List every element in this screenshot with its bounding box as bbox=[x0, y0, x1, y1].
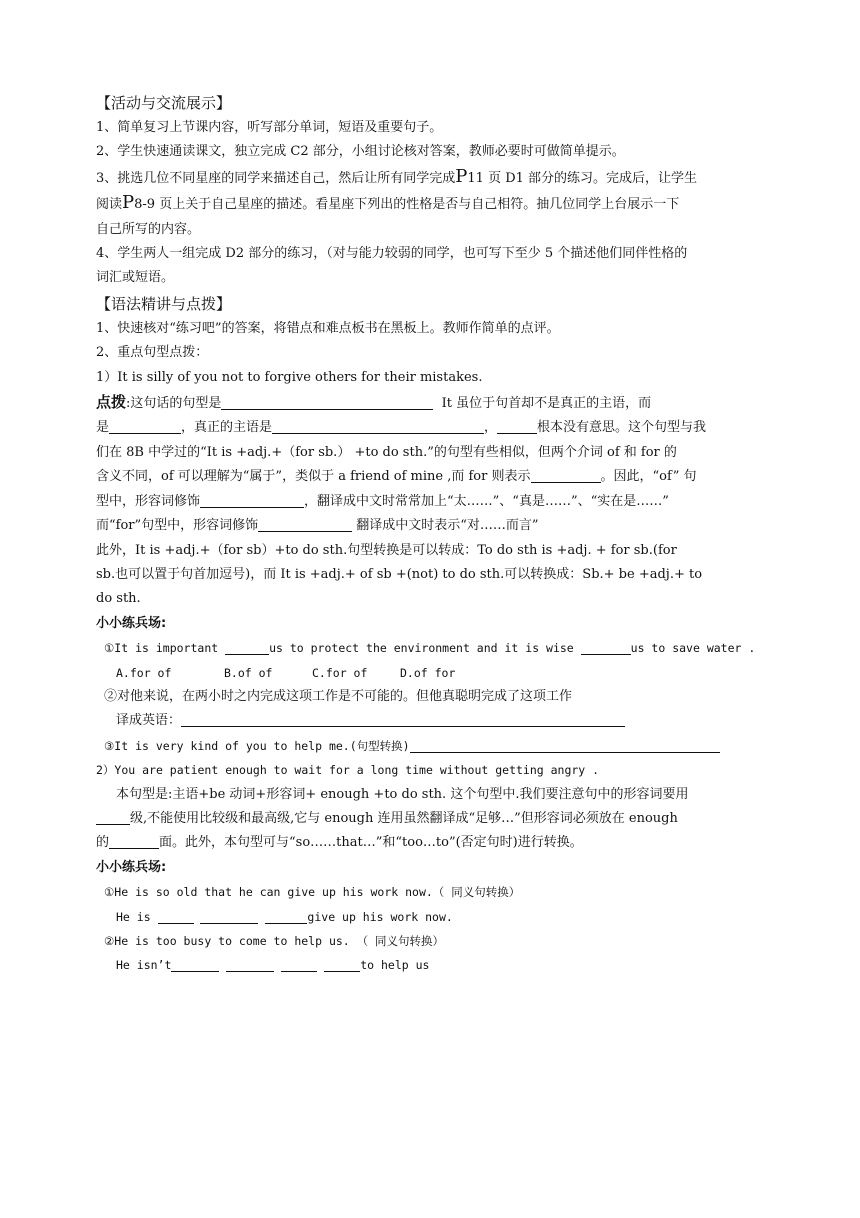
blank[interactable] bbox=[497, 419, 537, 434]
option-d[interactable]: D.of for bbox=[400, 665, 456, 680]
blank[interactable] bbox=[324, 957, 360, 972]
item-3: 3、挑选几位不同星座的同学来描述自己，然后让所有同学完成P11 页 D1 部分的练习。完成后，让学生 bbox=[96, 165, 698, 187]
blank[interactable] bbox=[200, 493, 304, 508]
blank[interactable] bbox=[109, 834, 159, 849]
blank[interactable] bbox=[158, 909, 194, 924]
drill-title: 小小练兵场: bbox=[96, 615, 167, 631]
answer-line[interactable] bbox=[410, 738, 720, 753]
item-4-end: 词汇或短语。 bbox=[96, 270, 175, 286]
blank[interactable] bbox=[281, 957, 317, 972]
item-4: 4、学生两人一组完成 D2 部分的练习，（对与能力较弱的同学，也可写下至少 5 个描述他们同伴性格的 bbox=[96, 246, 688, 262]
grammar-item-2: 2、重点句型点拨： bbox=[96, 345, 209, 361]
explanation-line-6: 而“for”句型中，形容词修饰 翻译成中文时表示“对……而言” bbox=[96, 518, 539, 534]
sentence-1: 1）It is silly of you not to forgive others for their mistakes. bbox=[96, 369, 483, 385]
question-1: ①It is important us to protect the environment and it is wise us to save water . bbox=[104, 641, 756, 656]
item-3-end: 自己所写的内容。 bbox=[96, 221, 201, 237]
enough-line-3: 的 面。此外，本句型可与“so……that…”和“too…to”(否定句时)进行转换。 bbox=[96, 835, 583, 851]
option-c[interactable]: C.for of bbox=[312, 665, 368, 680]
blank[interactable] bbox=[200, 909, 258, 924]
rewrite-2: ②He is too busy to come to help us. （ 同义句转换） bbox=[104, 934, 445, 948]
item-3-cont: 阅读P8-9 页上关于自己星座的描述。看星座下列出的性格是否与自己相符。抽几位同学上台展示一下 bbox=[96, 192, 680, 214]
question-2: ②对他来说，在两小时之内完成这项工作是不可能的。但他真聪明完成了这项工作 bbox=[104, 688, 573, 704]
explanation-line-4: 含义不同，of 可以理解为“属于”，类似于 a friend of mine ,而 for 则表示 。因此，“of” 句 bbox=[96, 469, 697, 485]
item-1: 1、简单复习上节课内容，听写部分单词，短语及重要句子。 bbox=[96, 120, 443, 135]
enough-line-2: 级,不能使用比较级和最高级,它与 enough 连用虽然翻译成“足够…”但形容词必须放在 enough bbox=[96, 807, 756, 831]
transform-line-2: sb.也可以置于句首加逗号)，而 It is +adj.+ of sb +(not) to do sth.可以转换成：Sb.+ be +adj.+ to bbox=[96, 566, 703, 582]
drill-title-2: 小小练兵场: bbox=[96, 859, 167, 875]
sentence-2: 2）You are patient enough to wait for a long time without getting angry . bbox=[96, 763, 600, 778]
option-b[interactable]: B.of of bbox=[224, 665, 273, 680]
question-1-options bbox=[96, 661, 756, 685]
blank[interactable] bbox=[531, 468, 601, 483]
blank[interactable] bbox=[581, 640, 631, 655]
rewrite-2-answer: He isn’t to help us bbox=[116, 958, 430, 973]
enough-line-1: 本句型是:主语+be 动词+形容词+ enough +to do sth. 这个句型中.我们要注意句中的形容词要用 bbox=[116, 786, 689, 802]
rewrite-1: ①He is so old that he can give up his work now.（ 同义句转换） bbox=[104, 885, 521, 900]
blank[interactable] bbox=[171, 957, 219, 972]
explanation-line-2: 是 ，真正的主语是 ， 根本没有意思。这个句型与我 bbox=[96, 420, 707, 436]
blank[interactable] bbox=[221, 395, 433, 410]
question-2-answer: 译成英语： bbox=[96, 709, 756, 733]
blank[interactable] bbox=[226, 957, 274, 972]
section-heading-activity: 【活动与交流展示】 bbox=[96, 94, 232, 112]
explanation-line-1: 点拨:这句话的句型是 It 虽位于句首却不是真正的主语，而 bbox=[96, 393, 652, 412]
question-3: ③It is very kind of you to help me.(句型转换) bbox=[96, 734, 756, 758]
explanation-line-3: 们在 8B 中学过的“It is +adj.+（for sb.） +to do sth.”的句型有些相似，但两个介词 of 和 for 的 bbox=[96, 444, 677, 460]
section-heading-grammar: 【语法精讲与点拨】 bbox=[96, 294, 232, 313]
document-page bbox=[96, 90, 756, 978]
option-a[interactable]: A.for of bbox=[116, 665, 172, 680]
transform-line-3: do sth. bbox=[96, 591, 141, 607]
blank[interactable] bbox=[96, 810, 130, 825]
rewrite-1-answer: He is give up his work now. bbox=[116, 909, 453, 924]
blank[interactable] bbox=[258, 517, 352, 532]
blank[interactable] bbox=[265, 909, 307, 924]
blank[interactable] bbox=[109, 419, 181, 434]
explanation-line-5: 型中，形容词修饰 ，翻译成中文时常常加上“太……”、“真是……”、“实在是……” bbox=[96, 493, 669, 509]
item-2: 2、学生快速通读课文，独立完成 C2 部分，小组讨论核对答案，教师必要时可做简单提示。 bbox=[96, 144, 625, 160]
answer-line[interactable] bbox=[181, 712, 625, 727]
grammar-item-1: 1、快速核对“练习吧”的答案，将错点和难点板书在黑板上。教师作简单的点评。 bbox=[96, 320, 560, 336]
blank[interactable] bbox=[225, 640, 269, 655]
blank[interactable] bbox=[272, 419, 484, 434]
transform-line-1: 此外，It is +adj.+（for sb）+to do sth.句型转换是可以转成：To do sth is +adj. + for sb.(for bbox=[96, 542, 677, 558]
